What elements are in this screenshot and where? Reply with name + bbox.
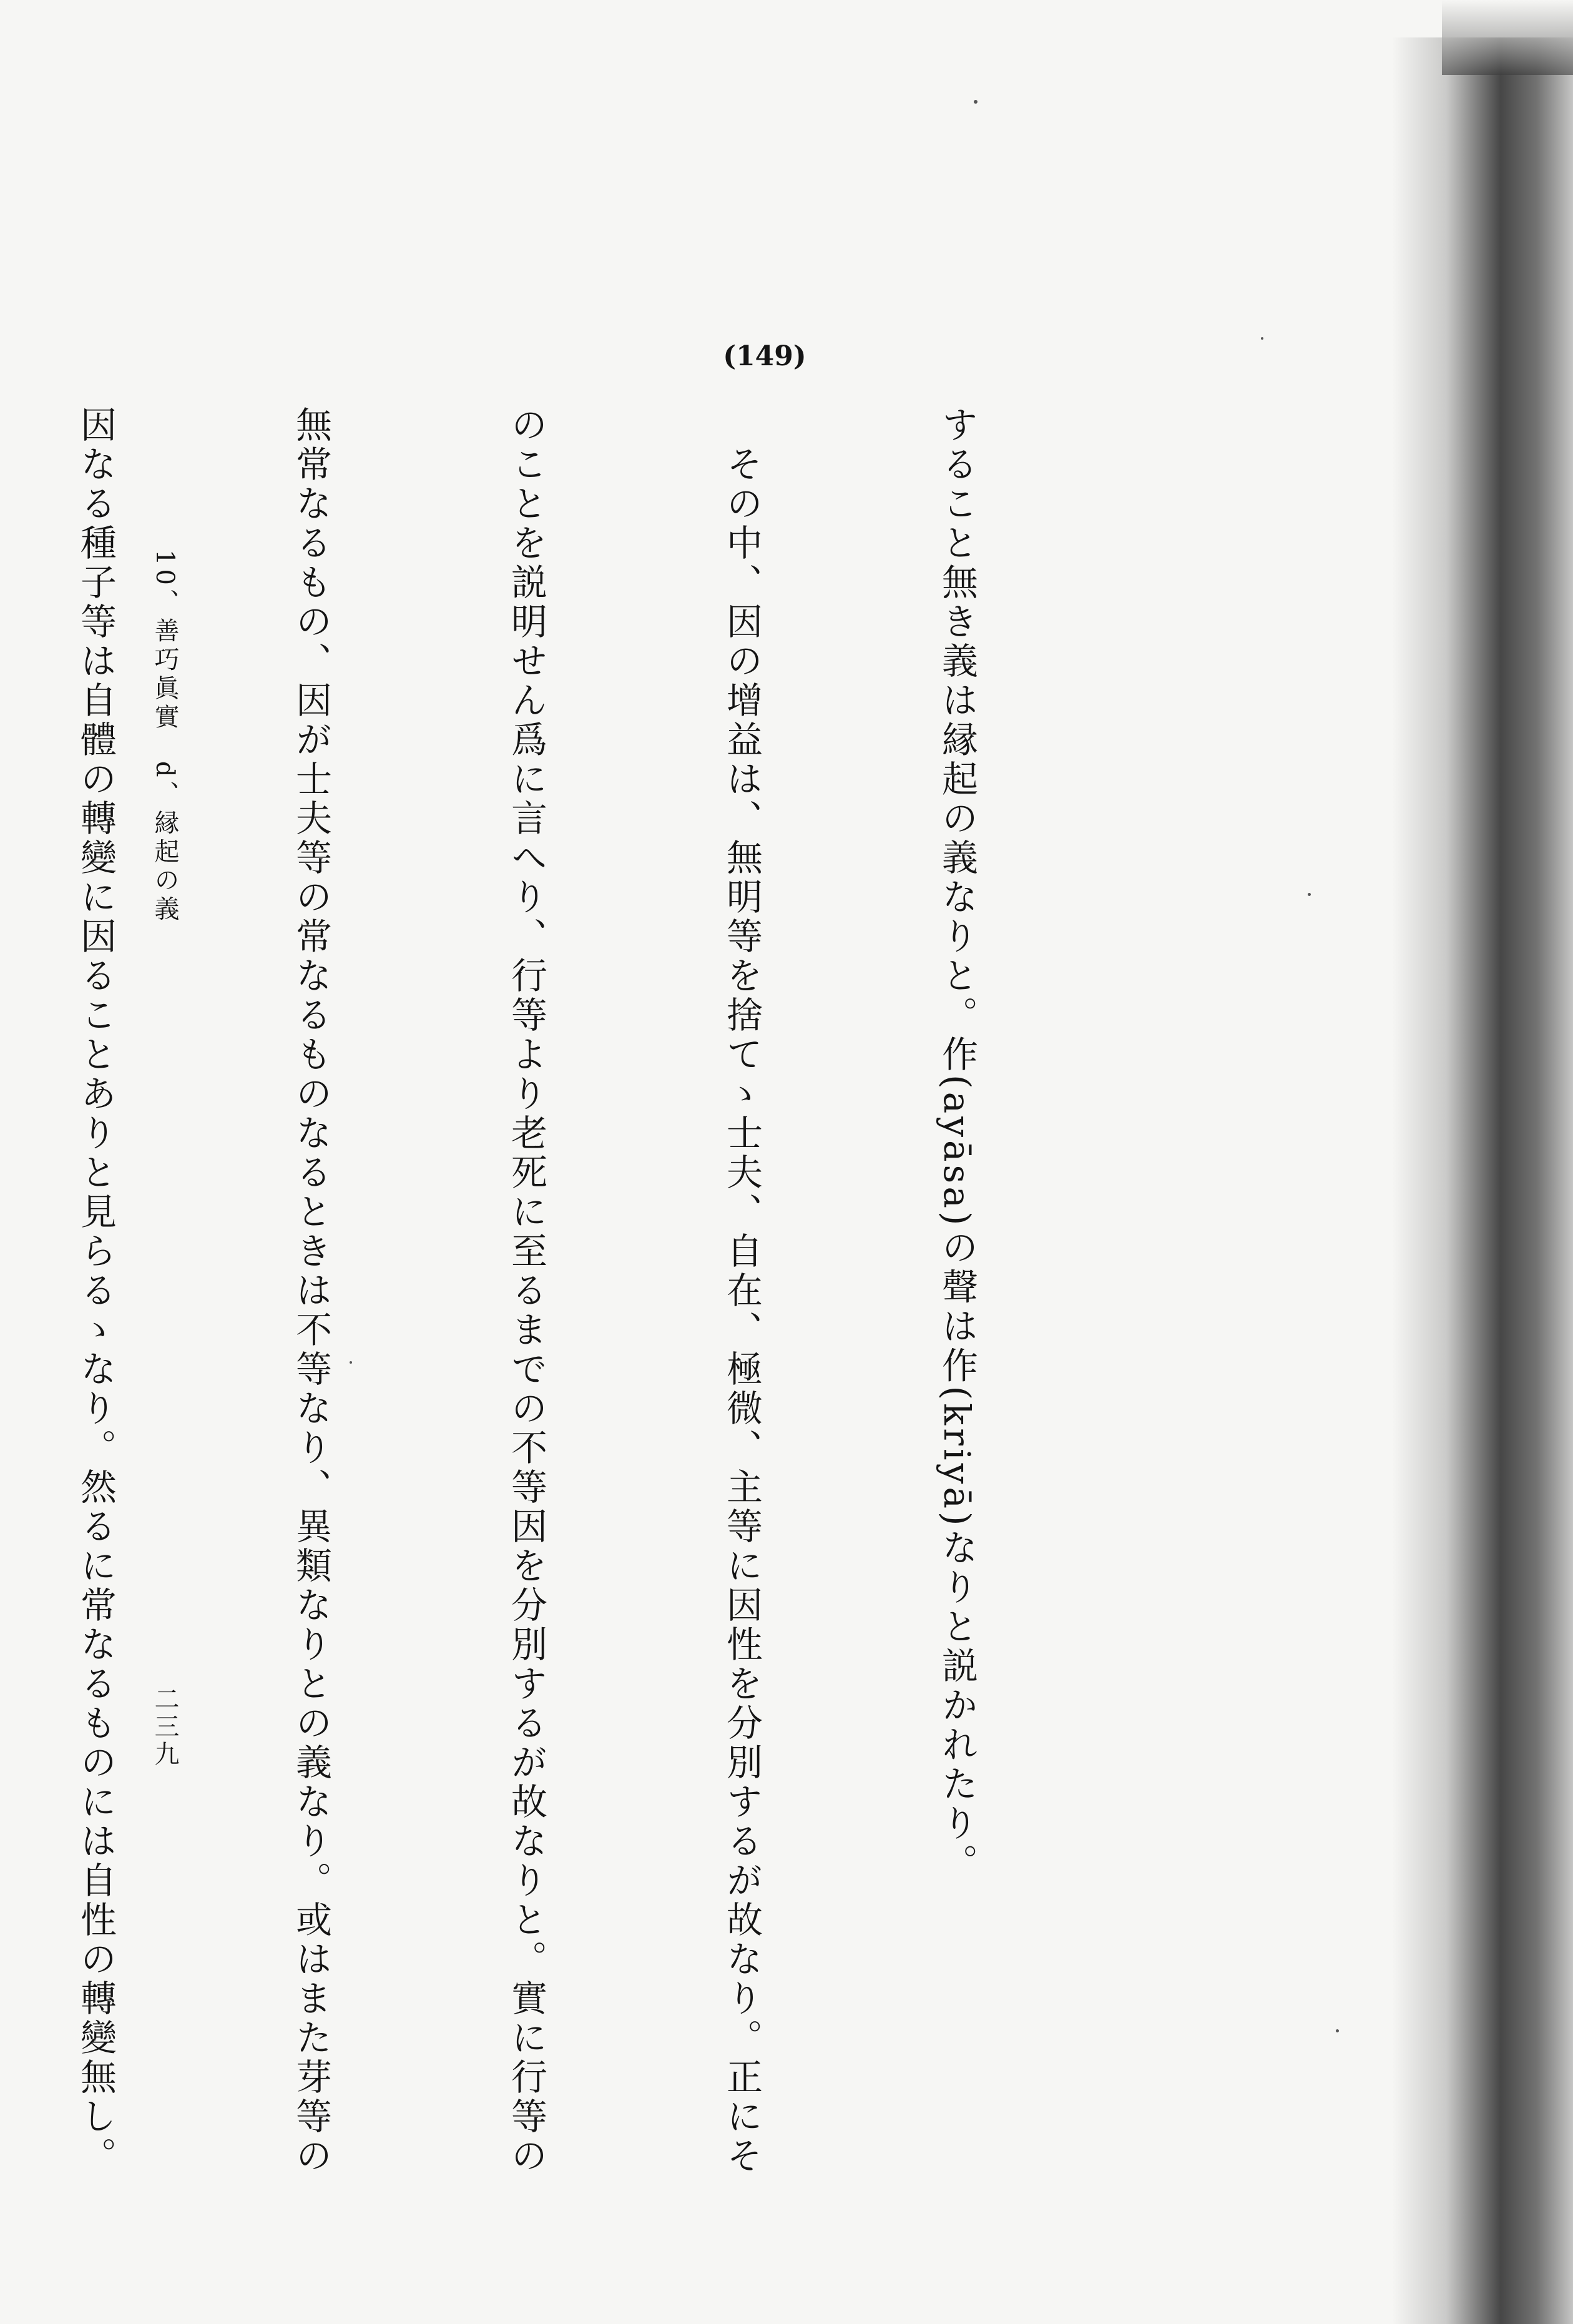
running-head: 10、善巧眞實 d、縁起の義 xyxy=(150,549,179,925)
scan-speck xyxy=(350,1361,352,1364)
text-line: その中、因の增益は、無明等を捨てゝ士夫、自在、極微、主等に因性を分別するが故なり。正にそ xyxy=(720,406,763,2176)
scanner-shadow-top xyxy=(1442,0,1573,75)
scan-speck xyxy=(1261,337,1263,340)
text-line: すること無き義は縁起の義なりと。作(ayāsa)の聲は作(kriyā)なりと説かれたり。 xyxy=(936,406,978,1883)
scan-speck xyxy=(1336,2029,1339,2032)
scan-speck xyxy=(1308,893,1311,896)
text-line: 無常なるもの、因が士夫等の常なるものなるときは不等なり、異類なりとの義なり。或はまた芽等の xyxy=(290,406,332,2176)
folio-page-number: 二三九 xyxy=(150,1686,179,1768)
scanner-shadow xyxy=(1392,37,1573,2324)
page-number-top: (149) xyxy=(723,340,806,372)
text-line: のことを説明せん爲に言へり、行等より老死に至るまでの不等因を分別するが故なりと。實に行等の xyxy=(505,406,547,2176)
text-line: 因なる種子等は自體の轉變に因ることありと見らるゝなり。然るに常なるものには自性の轉變無し。 xyxy=(74,406,117,2176)
scan-speck xyxy=(974,100,978,104)
